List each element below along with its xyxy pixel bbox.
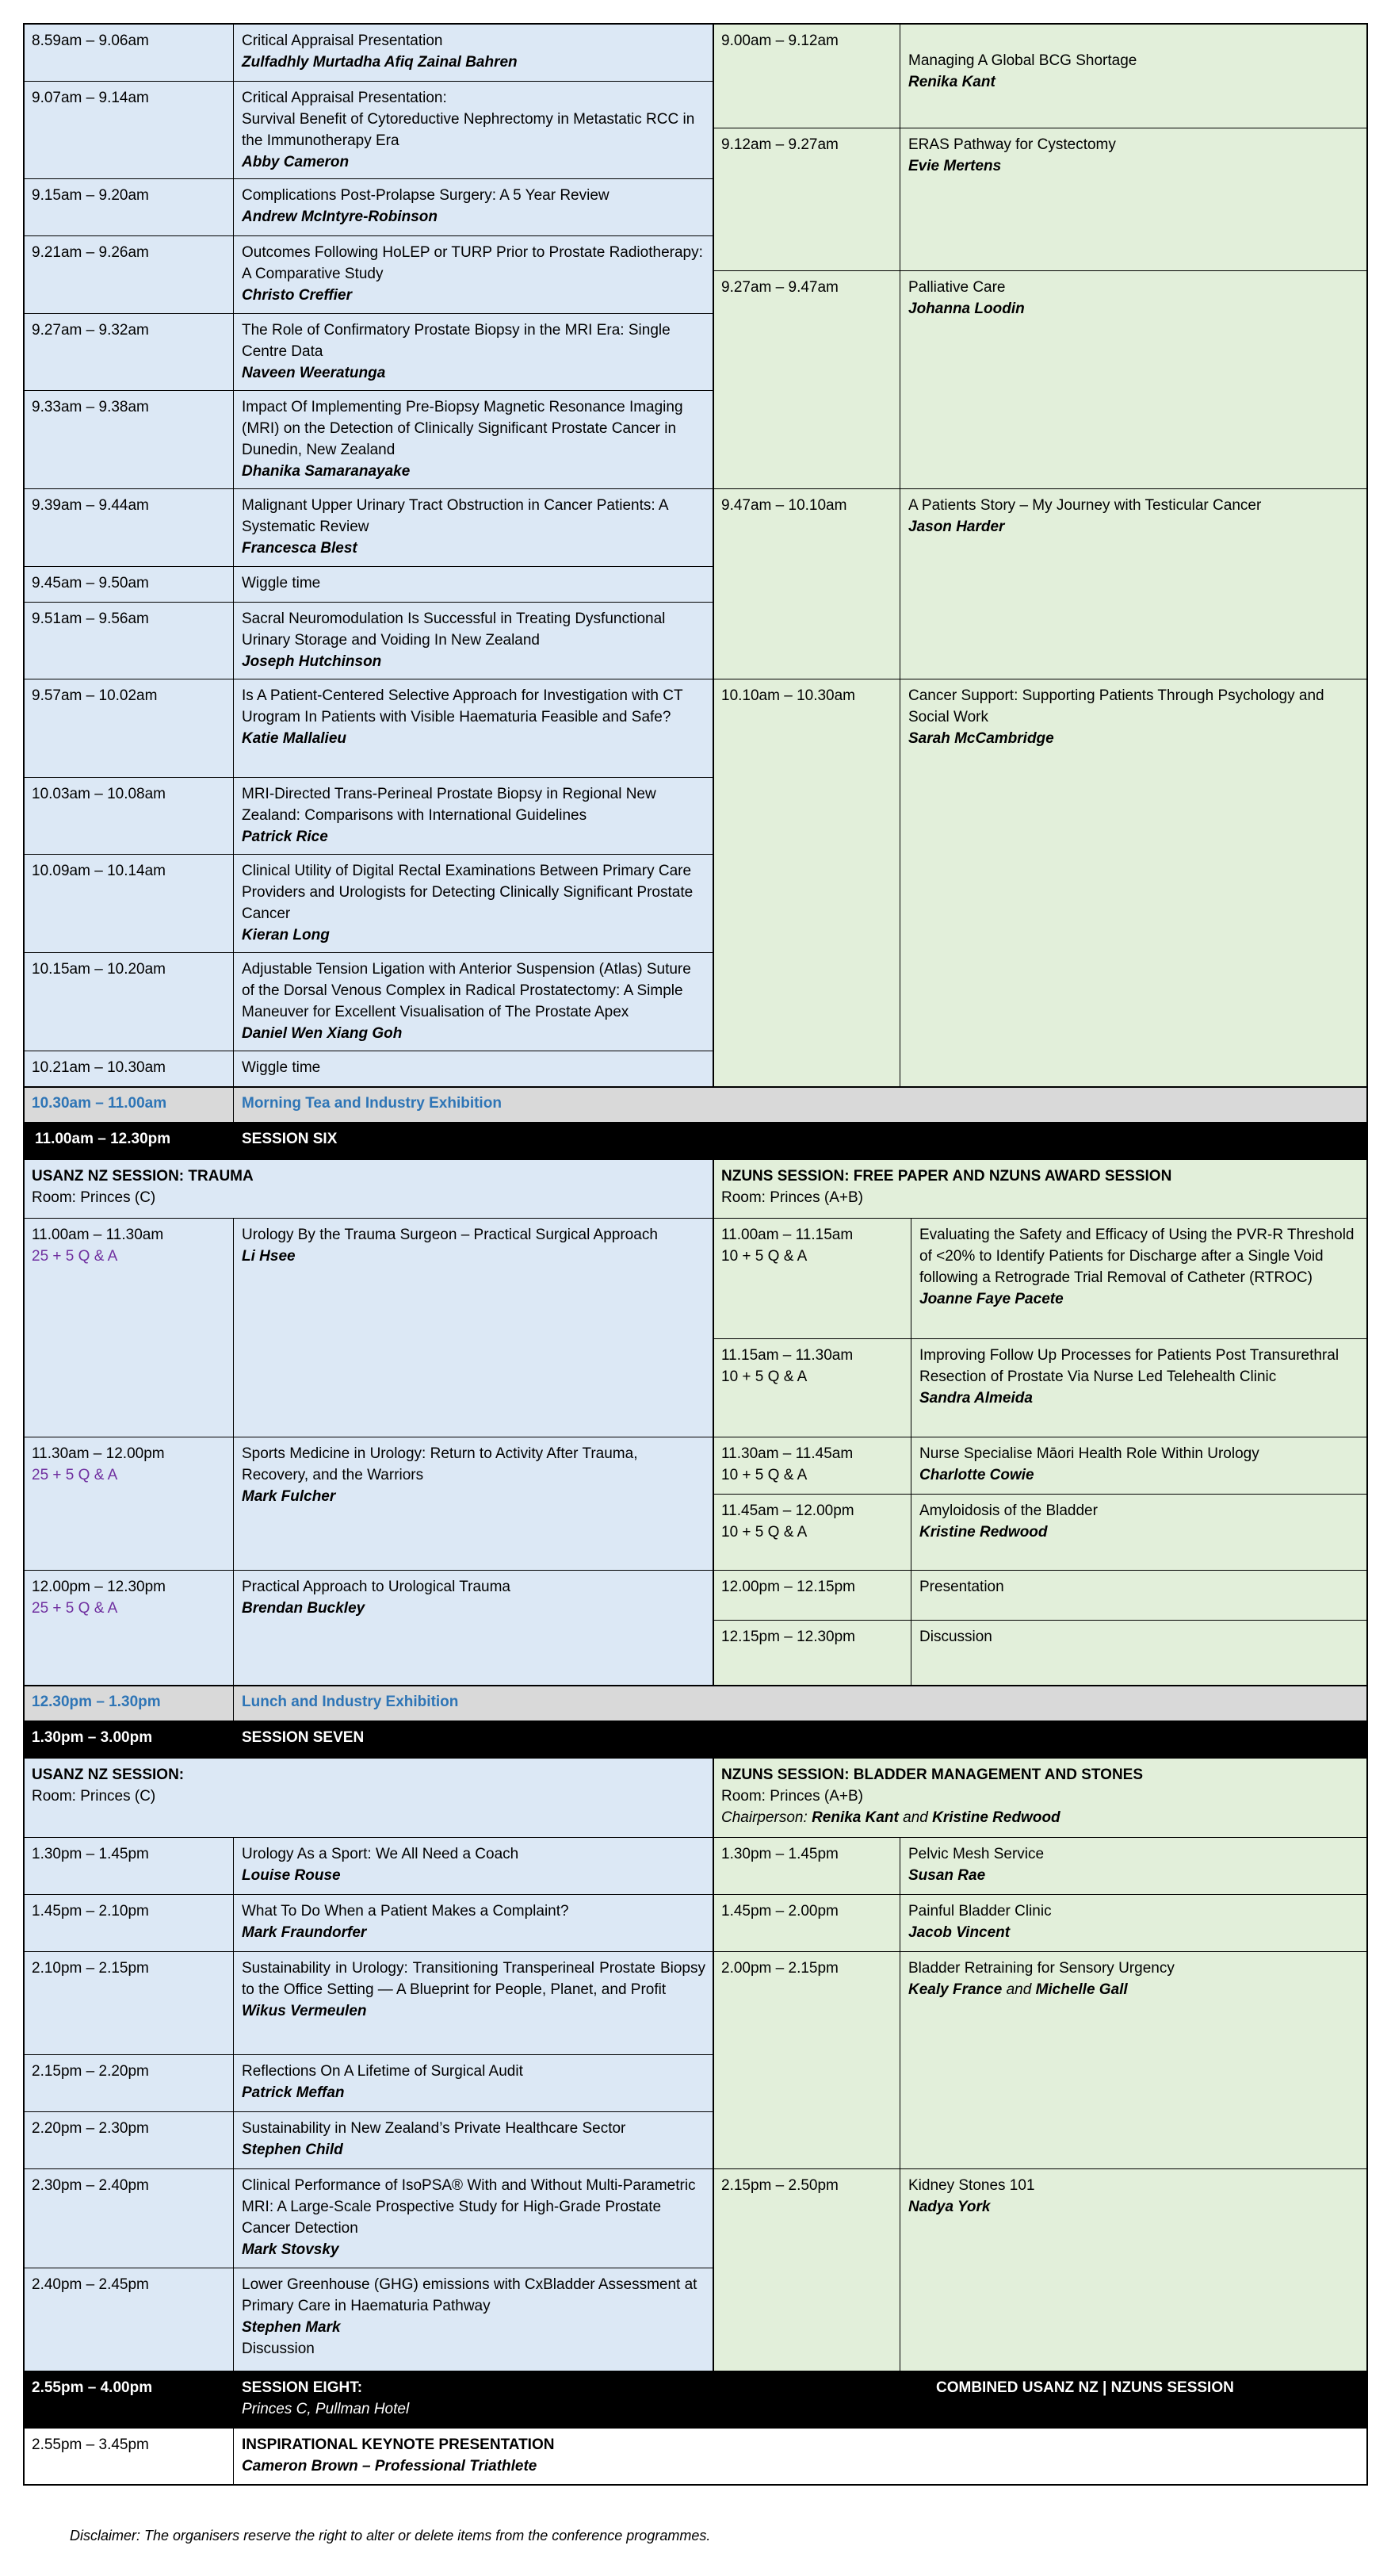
break-label: Morning Tea and Industry Exhibition	[242, 1095, 502, 1112]
chair-label: Chairperson:	[721, 1809, 808, 1826]
speaker-name: Christo Creffier	[242, 287, 353, 304]
grid-line	[713, 1159, 714, 1685]
talk-title: ERAS Pathway for Cystectomy	[908, 136, 1116, 153]
speaker-name: Andrew McIntyre-Robinson	[242, 209, 438, 225]
session-time: 2.15pm – 2.50pm	[721, 2177, 839, 2194]
grid-line	[24, 2428, 1367, 2429]
grid-line	[24, 235, 713, 236]
lunch-time	[24, 1685, 234, 1721]
left-row-content	[234, 854, 713, 952]
speaker-name: Evie Mertens	[908, 158, 1002, 174]
session-seven-time	[24, 1721, 234, 1758]
chairperson-line	[721, 1807, 1359, 1828]
right-row-time	[713, 270, 900, 488]
session-time: 9.39am – 9.44am	[32, 497, 149, 514]
session-time: 2.15pm – 2.20pm	[32, 2063, 149, 2080]
session-label: SESSION SIX	[242, 1131, 338, 1147]
talk-title: Painful Bladder Clinic	[908, 1903, 1052, 1920]
session-time: 2.55pm – 4.00pm	[32, 2379, 153, 2396]
session-time: 9.15am – 9.20am	[32, 187, 149, 204]
award-row-content	[911, 1437, 1367, 1494]
award-row-time	[713, 1570, 911, 1620]
talk-title: Malignant Upper Urinary Tract Obstruction in Cancer Patients: A Systematic Review	[242, 497, 668, 535]
grid-line	[24, 390, 713, 391]
left-row-content	[234, 390, 713, 488]
talk-title: Presentation	[919, 1579, 1004, 1595]
grid-line	[233, 2428, 234, 2485]
session-time: 9.33am – 9.38am	[32, 399, 149, 415]
session-time: 10.09am – 10.14am	[32, 863, 166, 879]
session-heading: NZUNS SESSION: FREE PAPER AND NZUNS AWARD SESSION	[721, 1168, 1172, 1185]
usanz-row-time	[24, 2168, 234, 2268]
grid-line	[24, 488, 713, 489]
speaker-name: Nadya York	[908, 2199, 991, 2215]
keynote-title: INSPIRATIONAL KEYNOTE PRESENTATION	[242, 2436, 555, 2453]
speaker-name: Stephen Child	[242, 2142, 343, 2158]
usanz-row-time	[24, 2268, 234, 2371]
award-row-time	[713, 1338, 911, 1437]
usanz-row-content	[234, 1951, 713, 2054]
session-time: 10.03am – 10.08am	[32, 786, 166, 802]
speaker-line	[908, 1979, 1359, 2000]
grid-line	[233, 1218, 234, 1685]
discussion-label: Discussion	[242, 2341, 315, 2357]
left-row-time	[24, 178, 234, 235]
session-time: 2.40pm – 2.45pm	[32, 2276, 149, 2293]
talk-title: Pelvic Mesh Service	[908, 1846, 1045, 1862]
speaker-name: Charlotte Cowie	[919, 1467, 1034, 1483]
qa-format: 25 + 5 Q & A	[32, 1600, 118, 1617]
session-time: 11.30am – 11.45am	[721, 1445, 854, 1462]
session-time: 9.51am – 9.56am	[32, 611, 149, 627]
speaker-name: Daniel Wen Xiang Goh	[242, 1025, 403, 1042]
trauma-session-header	[24, 1159, 713, 1218]
right-row-content	[900, 270, 1367, 488]
speaker-name: Francesca Blest	[242, 540, 357, 557]
award-row-content	[911, 1570, 1367, 1620]
session-time: 11.00am – 11.30am	[32, 1227, 164, 1243]
nzuns-award-header	[713, 1159, 1367, 1218]
break-label: Lunch and Industry Exhibition	[242, 1694, 459, 1710]
speaker-name: Patrick Meffan	[242, 2084, 345, 2101]
session-time: 11.15am – 11.30am	[721, 1347, 854, 1364]
left-row-content	[234, 178, 713, 235]
speaker-name: Sandra Almeida	[919, 1390, 1033, 1407]
speaker-name: Naveen Weeratunga	[242, 365, 386, 381]
table-border	[23, 23, 1368, 25]
room-label: Room: Princes (C)	[32, 1189, 156, 1206]
talk-title: Sustainability in Urology: Transitioning Transperineal Prostate Biopsy to the Office Setting — A Blueprint for People, Planet, and Profit	[242, 1960, 705, 1998]
left-row-time	[24, 777, 234, 854]
trauma-row-content	[234, 1218, 713, 1437]
speaker-name: Kristine Redwood	[919, 1524, 1048, 1541]
room-label: Room: Princes (C)	[32, 1788, 156, 1805]
trauma-row-content	[234, 1437, 713, 1570]
qa-format: 10 + 5 Q & A	[721, 1248, 808, 1265]
talk-title: What To Do When a Patient Makes a Complaint?	[242, 1903, 569, 1920]
chair-and: and	[903, 1809, 928, 1826]
speaker-name: Kealy France	[908, 1981, 1003, 1998]
trauma-row-time	[24, 1437, 234, 1570]
talk-title: MRI-Directed Trans-Perineal Prostate Biopsy in Regional New Zealand: Comparisons with International Guidelines	[242, 786, 656, 824]
session-time: 9.27am – 9.47am	[721, 279, 839, 296]
talk-title: Evaluating the Safety and Efficacy of Using the PVR-R Threshold of <20% to Identify Patients for Discharge after a Single Void following a Retrograde Trial Removal of Catheter (RTROC)	[919, 1227, 1355, 1286]
talk-title: Managing A Global BCG Shortage	[908, 52, 1137, 69]
usanz-row-time	[24, 1951, 234, 2054]
speaker-name: Wikus Vermeulen	[242, 2003, 367, 2019]
session-time: 1.45pm – 2.00pm	[721, 1903, 839, 1920]
session-time: 10.21am – 10.30am	[32, 1059, 166, 1076]
session-time: 12.00pm – 12.30pm	[32, 1579, 166, 1595]
left-row-time	[24, 488, 234, 566]
table-border	[23, 23, 25, 2486]
speaker-name: Katie Mallalieu	[242, 730, 346, 747]
left-row-content	[234, 566, 713, 602]
session-time: 2.20pm – 2.30pm	[32, 2120, 149, 2137]
grid-line	[24, 1570, 1367, 1571]
session-time: 1.30pm – 1.45pm	[32, 1846, 149, 1862]
talk-title: Kidney Stones 101	[908, 2177, 1035, 2194]
talk-title: Adjustable Tension Ligation with Anterior Suspension (Atlas) Suture of the Dorsal Venous Complex in Radical Prostatectomy: A Simple Maneuver for Excellent Visualisation of The Prostate Apex	[242, 961, 691, 1020]
speaker-name: Zulfadhly Murtadha Afiq Zainal Bahren	[242, 54, 518, 71]
speaker-name: Stephen Mark	[242, 2319, 341, 2336]
lunch-label	[234, 1685, 1367, 1721]
left-row-time	[24, 566, 234, 602]
session-time: 2.00pm – 2.15pm	[721, 1960, 839, 1977]
grid-line	[233, 1837, 234, 2371]
talk-title: Urology By the Trauma Surgeon – Practical Surgical Approach	[242, 1227, 658, 1243]
session-time: 11.00am – 11.15am	[721, 1227, 854, 1243]
session-time: 11.30am – 12.00pm	[32, 1445, 165, 1462]
bladder-row-content	[900, 1894, 1367, 1951]
session-label: SESSION SEVEN	[242, 1729, 365, 1746]
session-six-label	[234, 1122, 1367, 1159]
speaker-name: Mark Fraundorfer	[242, 1924, 367, 1941]
left-row-content	[234, 24, 713, 81]
grid-line	[24, 1758, 1367, 1759]
right-row-time	[713, 128, 900, 270]
left-row-time	[24, 235, 234, 313]
bladder-row-content	[900, 2168, 1367, 2371]
grid-line	[24, 777, 713, 778]
session-time: 9.45am – 9.50am	[32, 575, 149, 591]
talk-title: Outcomes Following HoLEP or TURP Prior to Prostate Radiotherapy: A Comparative Study	[242, 244, 703, 282]
right-row-time	[713, 488, 900, 679]
speaker-name: Dhanika Samaranayake	[242, 463, 411, 480]
session-heading: NZUNS SESSION: BLADDER MANAGEMENT AND STONES	[721, 1766, 1144, 1783]
talk-title: Sustainability in New Zealand’s Private Healthcare Sector	[242, 2120, 626, 2137]
grid-line	[24, 1685, 1367, 1686]
session-time: 9.57am – 10.02am	[32, 687, 158, 704]
left-row-time	[24, 1051, 234, 1086]
usanz-session-header	[24, 1758, 713, 1837]
speaker-name: Abby Cameron	[242, 154, 350, 170]
usanz-row-time	[24, 1837, 234, 1894]
session-six-time	[24, 1122, 234, 1159]
grid-line	[24, 2168, 1367, 2169]
session-time: 2.55pm – 3.45pm	[32, 2436, 149, 2453]
grid-line	[24, 1837, 1367, 1838]
left-row-content	[234, 777, 713, 854]
qa-format: 25 + 5 Q & A	[32, 1248, 118, 1265]
grid-line	[24, 952, 713, 953]
grid-line	[24, 854, 713, 855]
grid-line	[24, 1086, 1367, 1088]
table-border	[1366, 23, 1368, 2486]
talk-title: Is A Patient-Centered Selective Approach for Investigation with CT Urogram In Patients with Visible Haematuria Feasible and Safe?	[242, 687, 683, 725]
left-row-time	[24, 854, 234, 952]
session-time: 2.30pm – 2.40pm	[32, 2177, 149, 2194]
talk-title: Clinical Performance of IsoPSA® With and Without Multi-Parametric MRI: A Large-Scale Prospective Study for High-Grade Prostate Cancer Detection	[242, 2177, 696, 2237]
bladder-row-time	[713, 1894, 900, 1951]
venue-label: Princes C, Pullman Hotel	[242, 2401, 410, 2417]
grid-line	[24, 81, 713, 82]
grid-line	[713, 1758, 714, 2371]
speaker-name: Jacob Vincent	[908, 1924, 1011, 1941]
talk-title: Wiggle time	[242, 1059, 321, 1076]
speaker-and: and	[1006, 1981, 1032, 1998]
qa-format: 10 + 5 Q & A	[721, 1524, 808, 1541]
right-row-content	[900, 488, 1367, 679]
talk-title: Lower Greenhouse (GHG) emissions with CxBladder Assessment at Primary Care in Haematuria Pathway	[242, 2276, 697, 2314]
session-time: 9.21am – 9.26am	[32, 244, 149, 261]
session-time: 9.47am – 10.10am	[721, 497, 847, 514]
chair-name: Kristine Redwood	[932, 1809, 1060, 1826]
grid-line	[24, 2054, 713, 2055]
left-row-content	[234, 1051, 713, 1086]
award-row-content	[911, 1494, 1367, 1570]
keynote-time	[24, 2428, 234, 2485]
award-row-time	[713, 1437, 911, 1494]
left-row-time	[24, 952, 234, 1051]
award-row-time	[713, 1218, 911, 1338]
qa-format: 25 + 5 Q & A	[32, 1467, 118, 1483]
session-time: 8.59am – 9.06am	[32, 33, 149, 49]
usanz-row-time	[24, 2054, 234, 2111]
usanz-row-content	[234, 1837, 713, 1894]
usanz-row-time	[24, 2111, 234, 2168]
disclaimer-text: Disclaimer: The organisers reserve the right to alter or delete items from the conference programmes.	[70, 2528, 711, 2543]
grid-line	[233, 1685, 234, 1721]
speaker-name: Li Hsee	[242, 1248, 296, 1265]
break-time: 12.30pm – 1.30pm	[32, 1694, 161, 1710]
session-time: 1.30pm – 1.45pm	[721, 1846, 839, 1862]
bladder-row-time	[713, 1837, 900, 1894]
session-eight-time	[24, 2371, 234, 2428]
speaker-name: Joseph Hutchinson	[242, 653, 382, 670]
talk-title: Bladder Retraining for Sensory Urgency	[908, 1960, 1175, 1977]
grid-line	[24, 178, 713, 179]
grid-line	[713, 1620, 1367, 1621]
session-time: 10.10am – 10.30am	[721, 687, 856, 704]
trauma-row-content	[234, 1570, 713, 1685]
session-time: 12.00pm – 12.15pm	[721, 1579, 856, 1595]
speaker-name: Jason Harder	[908, 519, 1005, 535]
grid-line	[24, 1951, 1367, 1952]
talk-title: Critical Appraisal Presentation:	[242, 90, 447, 106]
grid-line	[24, 1218, 1367, 1219]
usanz-row-content	[234, 2168, 713, 2268]
award-row-content	[911, 1620, 1367, 1685]
bladder-row-content	[900, 1951, 1367, 2168]
bladder-row-time	[713, 2168, 900, 2371]
talk-title: Amyloidosis of the Bladder	[919, 1502, 1098, 1519]
award-row-time	[713, 1494, 911, 1570]
session-time: 9.12am – 9.27am	[721, 136, 839, 153]
right-row-content	[900, 128, 1367, 270]
morning-tea-time	[24, 1086, 234, 1122]
session-time: 12.15pm – 12.30pm	[721, 1629, 856, 1645]
speaker-name: Patrick Rice	[242, 829, 328, 845]
grid-line	[24, 2111, 713, 2112]
left-row-time	[24, 313, 234, 390]
usanz-row-content	[234, 2268, 713, 2371]
grid-line	[24, 1894, 1367, 1895]
speaker-role: Professional Triathlete	[374, 2458, 537, 2475]
talk-title: Cancer Support: Supporting Patients Through Psychology and Social Work	[908, 687, 1324, 725]
grid-line	[713, 488, 1367, 489]
right-row-time	[713, 24, 900, 128]
usanz-row-content	[234, 1894, 713, 1951]
talk-title: Discussion	[919, 1629, 992, 1645]
room-label: Room: Princes (A+B)	[721, 1189, 863, 1206]
session-heading: USANZ NZ SESSION:	[32, 1766, 185, 1783]
left-row-content	[234, 313, 713, 390]
right-row-content	[900, 24, 1367, 128]
right-row-content	[900, 679, 1367, 1086]
speaker-name: Renika Kant	[908, 74, 995, 90]
session-time: 9.07am – 9.14am	[32, 90, 149, 106]
qa-format: 10 + 5 Q & A	[721, 1368, 808, 1385]
bladder-row-time	[713, 1951, 900, 2168]
usanz-row-content	[234, 2054, 713, 2111]
usanz-row-content	[234, 2111, 713, 2168]
usanz-row-time	[24, 1894, 234, 1951]
award-row-time	[713, 1620, 911, 1685]
break-time: 10.30am – 11.00am	[32, 1095, 167, 1112]
grid-line	[713, 270, 1367, 271]
left-row-content	[234, 952, 713, 1051]
left-row-time	[24, 81, 234, 178]
qa-format: 10 + 5 Q & A	[721, 1467, 808, 1483]
left-row-content	[234, 81, 713, 178]
left-row-content	[234, 235, 713, 313]
speaker-name: Brendan Buckley	[242, 1600, 365, 1617]
bladder-session-header	[713, 1758, 1367, 1837]
session-seven-label	[234, 1721, 1367, 1758]
left-row-time	[24, 390, 234, 488]
talk-subtitle: Survival Benefit of Cytoreductive Nephrectomy in Metastatic RCC in the Immunotherapy Era	[242, 111, 695, 149]
grid-line	[233, 1086, 234, 1122]
speaker-name: Mark Stovsky	[242, 2241, 339, 2258]
grid-line	[713, 1494, 1367, 1495]
right-row-time	[713, 679, 900, 1086]
grid-line	[24, 313, 713, 314]
trauma-row-time	[24, 1218, 234, 1437]
award-row-content	[911, 1338, 1367, 1437]
talk-title: Sacral Neuromodulation Is Successful in Treating Dysfunctional Urinary Storage and Voiding In New Zealand	[242, 611, 666, 649]
trauma-row-time	[24, 1570, 234, 1685]
session-eight-label	[234, 2371, 1367, 2428]
talk-title: Urology As a Sport: We All Need a Coach	[242, 1846, 519, 1862]
session-time: 10.15am – 10.20am	[32, 961, 166, 978]
speaker-name: Joanne Faye Pacete	[919, 1291, 1064, 1307]
talk-title: Reflections On A Lifetime of Surgical Audit	[242, 2063, 523, 2080]
session-label: SESSION EIGHT:	[242, 2379, 363, 2396]
grid-line	[713, 1338, 1367, 1339]
talk-title: Practical Approach to Urological Trauma	[242, 1579, 510, 1595]
left-row-content	[234, 602, 713, 679]
session-time: 11.00am – 12.30pm	[35, 1131, 171, 1147]
left-row-content	[234, 488, 713, 566]
session-time: 2.10pm – 2.15pm	[32, 1960, 149, 1977]
speaker-name: Johanna Loodin	[908, 300, 1025, 317]
combined-session-label: COMBINED USANZ NZ | NZUNS SESSION	[936, 2379, 1234, 2396]
grid-line	[24, 1159, 1367, 1160]
left-row-time	[24, 679, 234, 777]
session-heading: USANZ NZ SESSION: TRAUMA	[32, 1168, 254, 1185]
left-row-time	[24, 602, 234, 679]
left-row-time	[24, 24, 234, 81]
speaker-name: Susan Rae	[908, 1867, 986, 1884]
speaker-name: Mark Fulcher	[242, 1488, 336, 1505]
talk-title: The Role of Confirmatory Prostate Biopsy in the MRI Era: Single Centre Data	[242, 322, 671, 360]
session-time: 11.45am – 12.00pm	[721, 1502, 854, 1519]
speaker-name: Cameron Brown –	[242, 2458, 371, 2475]
talk-title: Sports Medicine in Urology: Return to Activity After Trauma, Recovery, and the Warriors	[242, 1445, 638, 1483]
left-row-content	[234, 679, 713, 777]
talk-title: Wiggle time	[242, 575, 321, 591]
talk-title: Improving Follow Up Processes for Patients Post Transurethral Resection of Prostate Via Nurse Led Telehealth Clinic	[919, 1347, 1339, 1385]
speaker-name: Sarah McCambridge	[908, 730, 1054, 747]
session-time: 9.27am – 9.32am	[32, 322, 149, 339]
grid-line	[24, 2371, 1367, 2372]
talk-title: A Patients Story – My Journey with Testicular Cancer	[908, 497, 1262, 514]
speaker-name: Michelle Gall	[1035, 1981, 1128, 1998]
talk-title: Complications Post-Prolapse Surgery: A 5 Year Review	[242, 187, 610, 204]
speaker-name: Kieran Long	[242, 927, 330, 944]
grid-line	[24, 566, 713, 567]
session-time: 1.30pm – 3.00pm	[32, 1729, 153, 1746]
grid-line	[233, 24, 234, 1086]
award-row-content	[911, 1218, 1367, 1338]
keynote-content	[234, 2428, 1367, 2485]
room-label: Room: Princes (A+B)	[721, 1788, 863, 1805]
bladder-row-content	[900, 1837, 1367, 1894]
grid-line	[24, 602, 713, 603]
speaker-name: Louise Rouse	[242, 1867, 341, 1884]
talk-title: Critical Appraisal Presentation	[242, 33, 443, 49]
morning-tea-label	[234, 1086, 1367, 1122]
chair-name: Renika Kant	[812, 1809, 899, 1826]
session-time: 9.00am – 9.12am	[721, 33, 839, 49]
grid-line	[713, 24, 714, 1086]
session-time: 1.45pm – 2.10pm	[32, 1903, 149, 1920]
talk-title: Nurse Specialise Māori Health Role Within Urology	[919, 1445, 1259, 1462]
talk-title: Impact Of Implementing Pre-Biopsy Magnetic Resonance Imaging (MRI) on the Detection of Clinically Significant Prostate Cancer in Dunedin, New Zealand	[242, 399, 683, 458]
talk-title: Palliative Care	[908, 279, 1006, 296]
table-border	[23, 2484, 1368, 2486]
talk-title: Clinical Utility of Digital Rectal Examinations Between Primary Care Providers and Urologists for Detecting Clinically Significant Prostate Cancer	[242, 863, 694, 922]
